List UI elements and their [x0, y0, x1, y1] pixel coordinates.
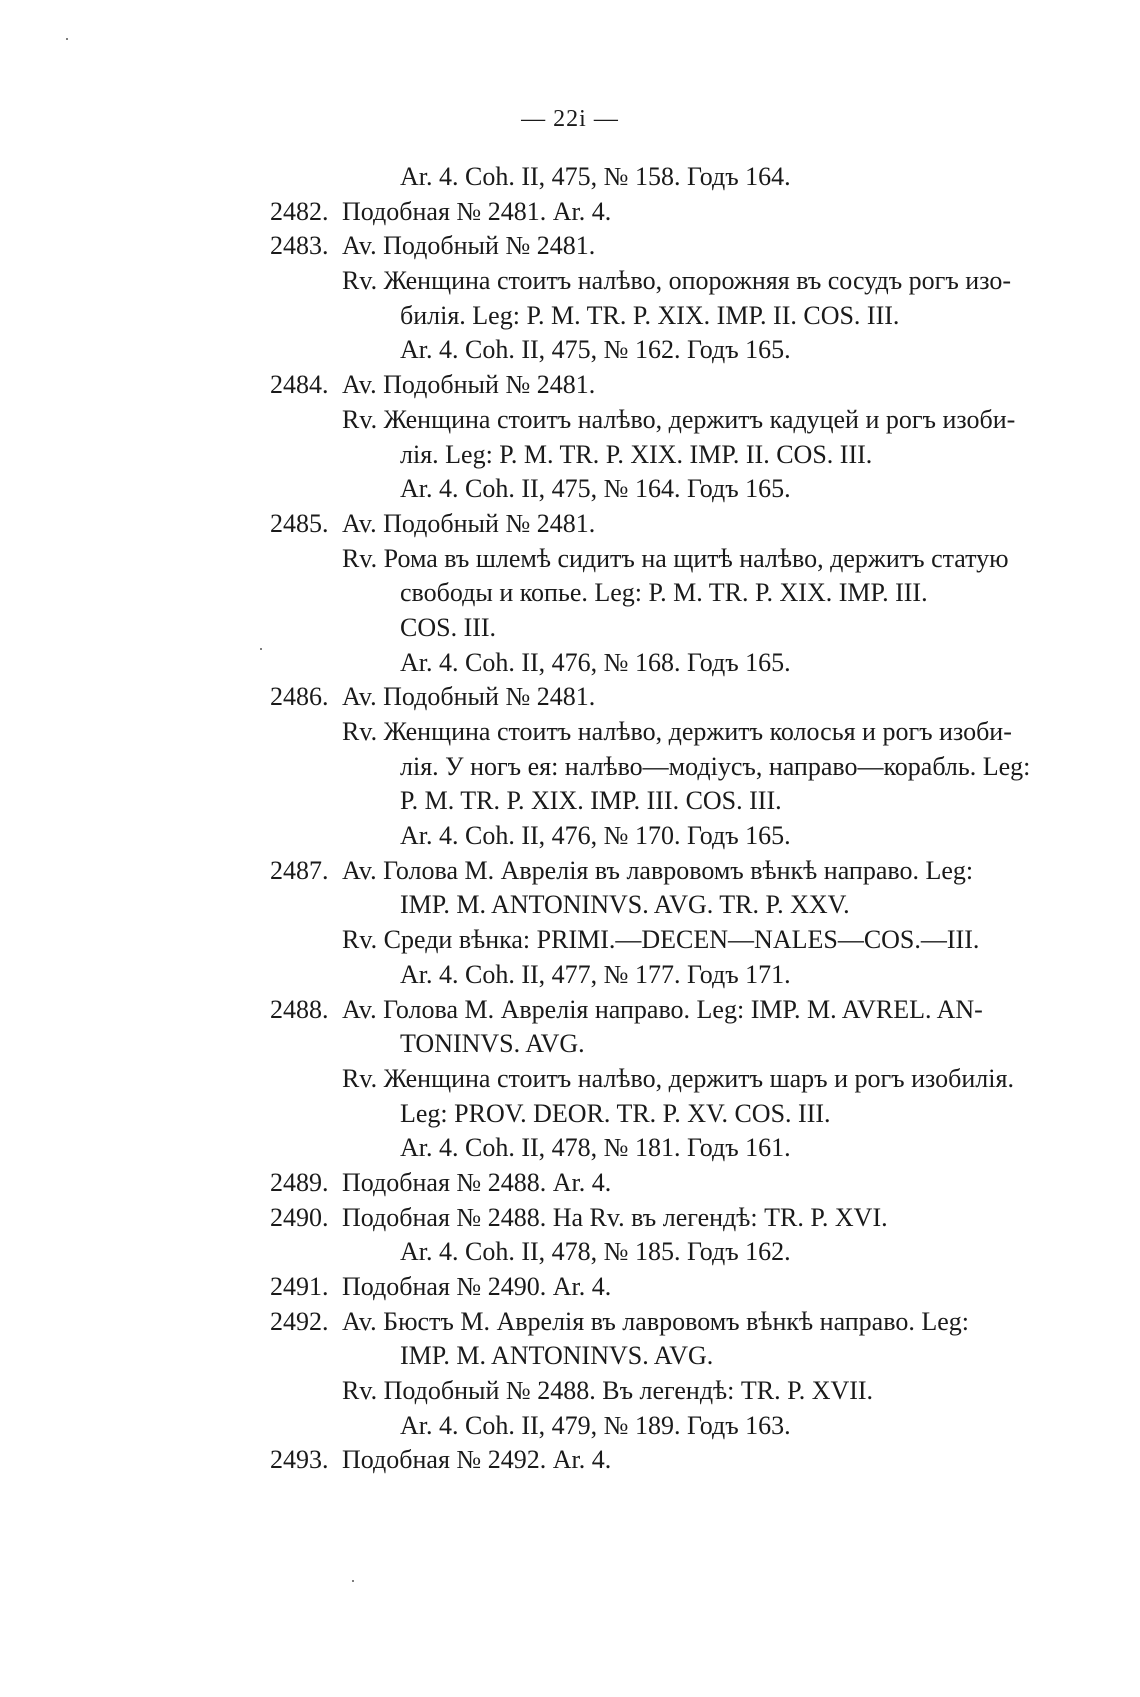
line-text: Av. Голова М. Аврелія направо. Leg: IMP. M. AVREL. AN-: [342, 994, 983, 1024]
line-text: IMP. M. ANTONINVS. AVG. TR. P. XXV.: [400, 890, 850, 920]
line-text: Ar. 4. Coh. II, 477, № 177. Годъ 171.: [400, 959, 791, 989]
scan-speck: [352, 1580, 354, 1582]
line-text: лія. У ногъ ея: налѣво—модіусъ, направо—корабль. Leg:: [400, 751, 1031, 781]
text-line: [0, 507, 1140, 542]
entry-number: 2492.: [270, 1306, 329, 1336]
catalogue-entries: [0, 160, 1140, 1478]
text-line: [0, 958, 1140, 993]
text-line: [0, 1027, 1140, 1062]
text-line: [0, 993, 1140, 1028]
line-text: Ar. 4. Coh. II, 475, № 162. Годъ 165.: [400, 335, 791, 365]
line-text: Ar. 4. Coh. II, 476, № 170. Годъ 165.: [400, 821, 791, 851]
line-text: Подобная № 2488. Ar. 4.: [342, 1167, 612, 1197]
text-line: [0, 195, 1140, 230]
text-line: [0, 1409, 1140, 1444]
text-line: [0, 438, 1140, 473]
line-text: Av. Подобный № 2481.: [342, 231, 596, 261]
entry-number: 2487.: [270, 855, 329, 885]
page-number: — 22і —: [521, 106, 619, 132]
text-line: [0, 1305, 1140, 1340]
entry-number: 2489.: [270, 1167, 329, 1197]
text-line: [0, 646, 1140, 681]
line-text: Подобная № 2488. На Rv. въ легендѣ: TR. P. XVI.: [342, 1202, 888, 1232]
text-line: [0, 160, 1140, 195]
text-line: [0, 1166, 1140, 1201]
text-line: [0, 888, 1140, 923]
line-text: Rv. Среди вѣнка: PRIMI.—DECEN—NALES—COS.—III.: [342, 925, 980, 955]
line-text: лія. Leg: P. M. TR. P. XIX. IMP. II. COS. III.: [400, 439, 873, 469]
entry-number: 2484.: [270, 370, 329, 400]
line-text: Ar. 4. Coh. II, 475, № 158. Годъ 164.: [400, 162, 791, 191]
text-line: [0, 611, 1140, 646]
line-text: TONINVS. AVG.: [400, 1029, 585, 1059]
line-text: билія. Leg: P. M. TR. P. XIX. IMP. II. COS. III.: [400, 300, 900, 330]
line-text: Av. Голова М. Аврелія въ лавровомъ вѣнкѣ направо. Leg:: [342, 855, 974, 885]
entry-number: 2485.: [270, 508, 329, 538]
scan-speck: [66, 38, 68, 40]
entry-number: 2483.: [270, 231, 329, 261]
text-line: [0, 680, 1140, 715]
line-text: Ar. 4. Coh. II, 479, № 189. Годъ 163.: [400, 1410, 791, 1440]
text-line: [0, 264, 1140, 299]
line-text: Ar. 4. Coh. II, 475, № 164. Годъ 165.: [400, 474, 791, 504]
line-text: Av. Подобный № 2481.: [342, 682, 596, 712]
line-text: Rv. Женщина стоитъ налѣво, держитъ шаръ и рогъ изобилія.: [342, 1063, 1014, 1093]
text-line: [0, 299, 1140, 334]
text-line: [0, 472, 1140, 507]
text-line: [0, 333, 1140, 368]
line-text: COS. III.: [400, 612, 497, 642]
line-text: Rv. Подобный № 2488. Въ легендѣ: TR. P. XVII.: [342, 1376, 874, 1406]
line-text: Av. Подобный № 2481.: [342, 370, 596, 400]
text-line: [0, 750, 1140, 785]
line-text: Ar. 4. Coh. II, 478, № 185. Годъ 162.: [400, 1237, 791, 1267]
text-line: [0, 403, 1140, 438]
line-text: Ar. 4. Coh. II, 476, № 168. Годъ 165.: [400, 647, 791, 677]
entry-number: 2486.: [270, 682, 329, 712]
line-text: Rv. Женщина стоитъ налѣво, держитъ колосья и рогъ изоби-: [342, 717, 1012, 746]
text-line: [0, 784, 1140, 819]
text-line: [0, 1097, 1140, 1132]
line-text: свободы и копье. Leg: P. M. TR. P. XIX. IMP. III.: [400, 578, 928, 608]
line-text: Подобная № 2492. Ar. 4.: [342, 1445, 612, 1475]
line-text: Подобная № 2481. Ar. 4.: [342, 196, 612, 226]
line-text: IMP. M. ANTONINVS. AVG.: [400, 1341, 714, 1371]
line-text: Rv. Женщина стоитъ налѣво, опорожняя въ сосудъ рогъ изо-: [342, 266, 1011, 296]
scan-speck: [260, 648, 262, 650]
text-line: [0, 576, 1140, 611]
text-line: [0, 1339, 1140, 1374]
text-line: [0, 229, 1140, 264]
entry-number: 2490.: [270, 1202, 329, 1232]
text-line: [0, 368, 1140, 403]
text-line: [0, 1201, 1140, 1236]
text-line: [0, 715, 1140, 750]
line-text: Leg: PROV. DEOR. TR. P. XV. COS. III.: [400, 1098, 831, 1128]
line-text: Av. Подобный № 2481.: [342, 508, 596, 538]
entry-number: 2493.: [270, 1445, 329, 1475]
line-text: P. M. TR. P. XIX. IMP. III. COS. III.: [400, 786, 782, 816]
text-line: [0, 923, 1140, 958]
text-line: [0, 854, 1140, 889]
line-text: Ar. 4. Coh. II, 478, № 181. Годъ 161.: [400, 1133, 791, 1163]
text-line: [0, 1062, 1140, 1097]
line-text: Rv. Женщина стоитъ налѣво, держитъ кадуцей и рогъ изоби-: [342, 404, 1016, 434]
entry-number: 2482.: [270, 196, 329, 226]
entry-number: 2491.: [270, 1272, 329, 1301]
line-text: Av. Бюстъ М. Аврелія въ лавровомъ вѣнкѣ направо. Leg:: [342, 1306, 969, 1336]
text-line: [0, 1235, 1140, 1270]
line-text: Подобная № 2490. Ar. 4.: [342, 1272, 612, 1301]
text-line: [0, 1443, 1140, 1478]
text-line: [0, 1131, 1140, 1166]
line-text: Rv. Рома въ шлемѣ сидитъ на щитѣ налѣво, держитъ статую: [342, 543, 1009, 573]
text-line: [0, 819, 1140, 854]
text-line: [0, 542, 1140, 577]
entry-number: 2488.: [270, 994, 329, 1024]
text-line: [0, 1270, 1140, 1305]
text-line: [0, 1374, 1140, 1409]
